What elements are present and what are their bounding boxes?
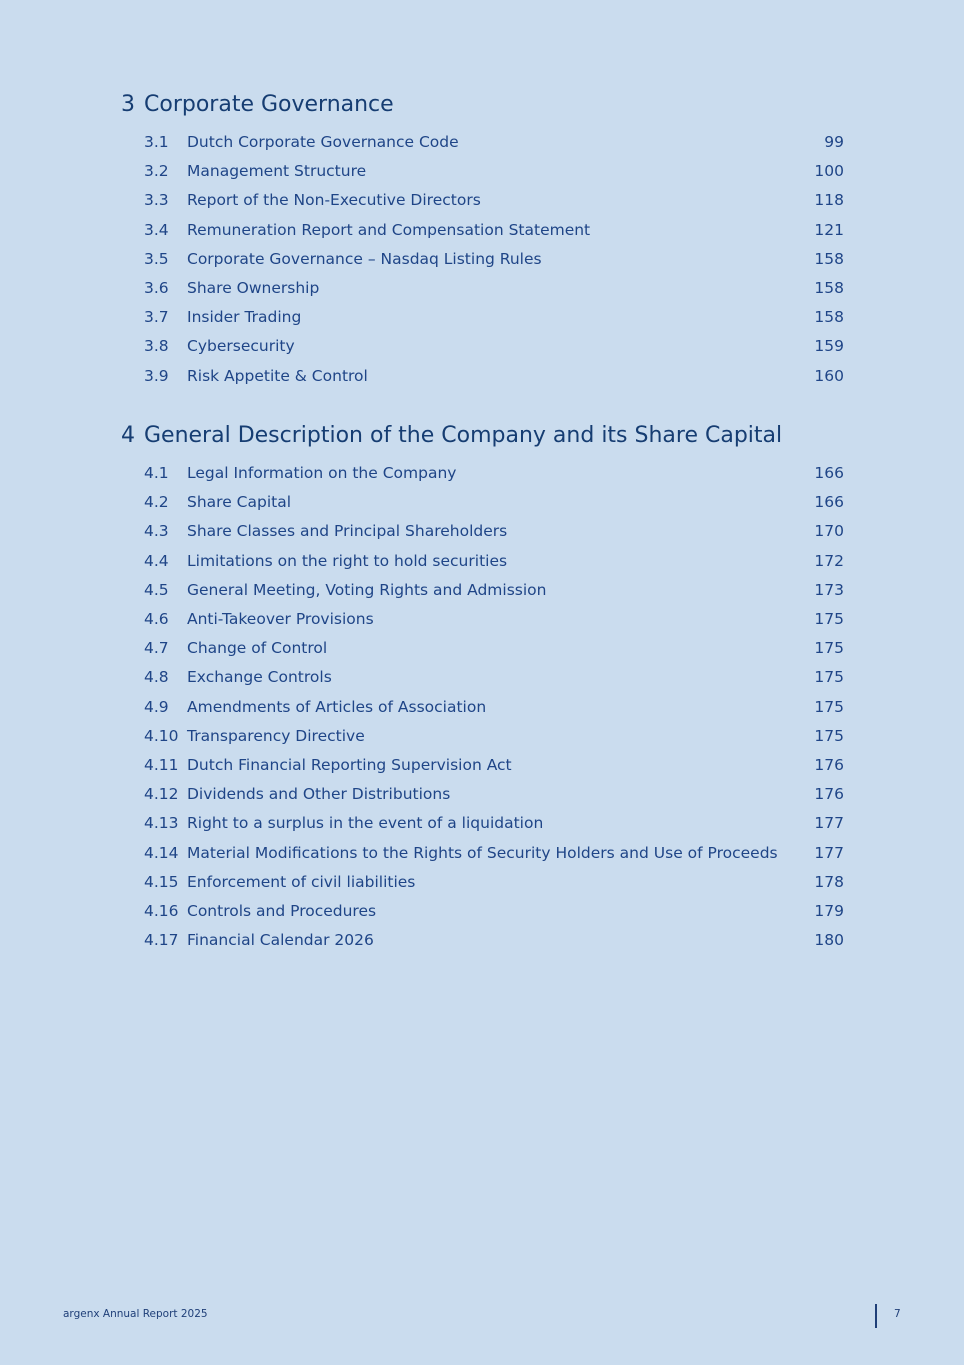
toc-entry-4-1[interactable] xyxy=(144,461,844,485)
toc-entry-page-number: 177 xyxy=(814,814,844,833)
toc-entry-page-number: 121 xyxy=(814,220,844,239)
toc-entry-title: Report of the Non-Executive Directors xyxy=(187,191,481,210)
toc-entry-number: 4.1 xyxy=(144,464,169,482)
toc-entry-3-8[interactable] xyxy=(144,334,844,358)
toc-entry-page-number: 175 xyxy=(814,610,844,628)
toc-entry-4-2[interactable] xyxy=(144,490,844,514)
toc-entry-page-number: 176 xyxy=(814,785,844,804)
toc-entry-title: Dutch Financial Reporting Supervision Act xyxy=(187,756,512,774)
toc-entry-page-number: 166 xyxy=(814,464,844,482)
toc-entry-4-14[interactable] xyxy=(144,841,844,865)
toc-entry-4-5[interactable] xyxy=(144,578,844,602)
toc-entry-3-9[interactable] xyxy=(144,364,844,388)
toc-entry-title: Cybersecurity xyxy=(187,337,295,356)
toc-entry-3-5[interactable] xyxy=(144,247,844,271)
toc-entry-3-7[interactable] xyxy=(144,305,844,329)
toc-entry-title: Dividends and Other Distributions xyxy=(187,785,451,804)
toc-entry-number: 4.8 xyxy=(144,668,169,687)
footer-page-number: 7 xyxy=(894,1308,901,1320)
toc-entry-title: Material Modifications to the Rights of Security Holders and Use of Proceeds xyxy=(187,843,778,862)
toc-entry-number: 4.10 xyxy=(144,726,179,745)
toc-entry-4-10[interactable] xyxy=(144,724,844,748)
toc-entry-title: Amendments of Articles of Association xyxy=(187,697,487,716)
toc-entry-page-number: 170 xyxy=(814,522,844,541)
toc-entry-number: 4.6 xyxy=(144,610,169,628)
toc-entry-page-number: 158 xyxy=(814,249,844,268)
toc-entry-page-number: 178 xyxy=(814,872,844,891)
toc-entry-number: 4.14 xyxy=(144,843,179,862)
toc-entry-4-12[interactable] xyxy=(144,782,844,806)
toc-entry-title: Risk Appetite & Control xyxy=(187,366,368,385)
toc-entry-3-2[interactable] xyxy=(144,159,844,183)
toc-entry-title: Enforcement of civil liabilities xyxy=(187,872,416,891)
footer-divider xyxy=(875,1304,877,1328)
toc-entry-number: 4.2 xyxy=(144,493,169,512)
toc-entry-title: Remuneration Report and Compensation Statement xyxy=(187,220,591,239)
toc-entry-title: Management Structure xyxy=(187,162,367,181)
toc-entry-number: 3.7 xyxy=(144,308,169,327)
toc-entry-3-4[interactable] xyxy=(144,218,844,242)
toc-entry-4-8[interactable] xyxy=(144,665,844,689)
toc-entry-page-number: 100 xyxy=(814,162,844,181)
toc-entry-number: 3.4 xyxy=(144,220,169,239)
toc-entry-title: General Meeting, Voting Rights and Admission xyxy=(187,580,547,599)
toc-entry-page-number: 180 xyxy=(814,931,844,950)
toc-entry-page-number: 176 xyxy=(814,756,844,774)
toc-entry-title: Corporate Governance – Nasdaq Listing Rules xyxy=(187,249,542,268)
toc-entry-title: Limitations on the right to hold securities xyxy=(187,551,508,570)
toc-entry-4-4[interactable] xyxy=(144,549,844,573)
toc-entry-number: 4.4 xyxy=(144,551,169,570)
toc-entry-page-number: 99 xyxy=(824,133,844,151)
toc-entry-3-1[interactable] xyxy=(144,130,844,154)
toc-entry-page-number: 118 xyxy=(814,191,844,210)
toc-entry-page-number: 158 xyxy=(814,308,844,327)
toc-entry-title: Transparency Directive xyxy=(187,726,365,745)
toc-entry-page-number: 158 xyxy=(814,279,844,297)
toc-entry-4-3[interactable] xyxy=(144,519,844,543)
toc-entry-title: Dutch Corporate Governance Code xyxy=(187,133,459,151)
toc-entry-number: 4.9 xyxy=(144,697,169,716)
section-title: General Description of the Company and its Share Capital xyxy=(144,423,783,448)
toc-entry-title: Share Capital xyxy=(187,493,292,512)
toc-entry-3-6[interactable] xyxy=(144,276,844,300)
toc-entry-3-3[interactable] xyxy=(144,188,844,212)
toc-entry-page-number: 177 xyxy=(814,843,844,862)
toc-entry-title: Share Classes and Principal Shareholders xyxy=(187,522,508,541)
toc-entry-title: Right to a surplus in the event of a liquidation xyxy=(187,814,544,833)
toc-entry-page-number: 175 xyxy=(814,639,844,658)
toc-entry-4-9[interactable] xyxy=(144,695,844,719)
toc-entry-page-number: 160 xyxy=(814,366,844,385)
section-heading-4[interactable] xyxy=(121,423,782,453)
toc-entry-number: 4.16 xyxy=(144,902,179,920)
footer-report-title: argenx Annual Report 2025 xyxy=(63,1308,208,1320)
section-number: 3 xyxy=(121,92,135,117)
toc-entry-page-number: 175 xyxy=(814,668,844,687)
toc-entry-number: 4.17 xyxy=(144,931,179,950)
toc-entry-number: 3.8 xyxy=(144,337,169,356)
toc-entry-4-6[interactable] xyxy=(144,607,844,631)
toc-entry-page-number: 173 xyxy=(814,580,844,599)
toc-entry-number: 4.12 xyxy=(144,785,179,804)
toc-entry-4-7[interactable] xyxy=(144,636,844,660)
toc-entry-number: 4.5 xyxy=(144,580,169,599)
toc-entry-number: 3.5 xyxy=(144,249,169,268)
toc-entry-4-13[interactable] xyxy=(144,811,844,835)
toc-entry-number: 4.11 xyxy=(144,756,179,774)
toc-entry-number: 3.3 xyxy=(144,191,169,210)
toc-entry-title: Anti-Takeover Provisions xyxy=(187,610,374,628)
toc-entry-number: 4.3 xyxy=(144,522,169,541)
toc-entry-number: 3.9 xyxy=(144,366,169,385)
section-title: Corporate Governance xyxy=(144,92,394,117)
toc-entry-title: Insider Trading xyxy=(187,308,302,327)
toc-entry-4-11[interactable] xyxy=(144,753,844,777)
toc-entry-title: Financial Calendar 2026 xyxy=(187,931,374,950)
toc-entry-title: Change of Control xyxy=(187,639,328,658)
toc-entry-page-number: 172 xyxy=(814,551,844,570)
toc-entry-number: 4.13 xyxy=(144,814,179,833)
toc-entry-page-number: 166 xyxy=(814,493,844,512)
toc-entry-number: 3.1 xyxy=(144,133,169,151)
toc-entry-title: Share Ownership xyxy=(187,279,320,297)
toc-entry-4-17[interactable] xyxy=(144,928,844,952)
toc-entry-page-number: 175 xyxy=(814,697,844,716)
toc-entry-page-number: 159 xyxy=(814,337,844,356)
toc-entry-title: Controls and Procedures xyxy=(187,902,377,920)
toc-entry-4-15[interactable] xyxy=(144,870,844,894)
section-number: 4 xyxy=(121,423,135,448)
toc-entry-4-16[interactable] xyxy=(144,899,844,923)
toc-entry-number: 3.2 xyxy=(144,162,169,181)
toc-entry-page-number: 179 xyxy=(814,902,844,920)
toc-entry-title: Legal Information on the Company xyxy=(187,464,457,482)
section-heading-3[interactable] xyxy=(121,92,394,122)
toc-entry-number: 4.7 xyxy=(144,639,169,658)
toc-entry-number: 3.6 xyxy=(144,279,169,297)
toc-entry-page-number: 175 xyxy=(814,726,844,745)
toc-entry-number: 4.15 xyxy=(144,872,179,891)
toc-entry-title: Exchange Controls xyxy=(187,668,332,687)
